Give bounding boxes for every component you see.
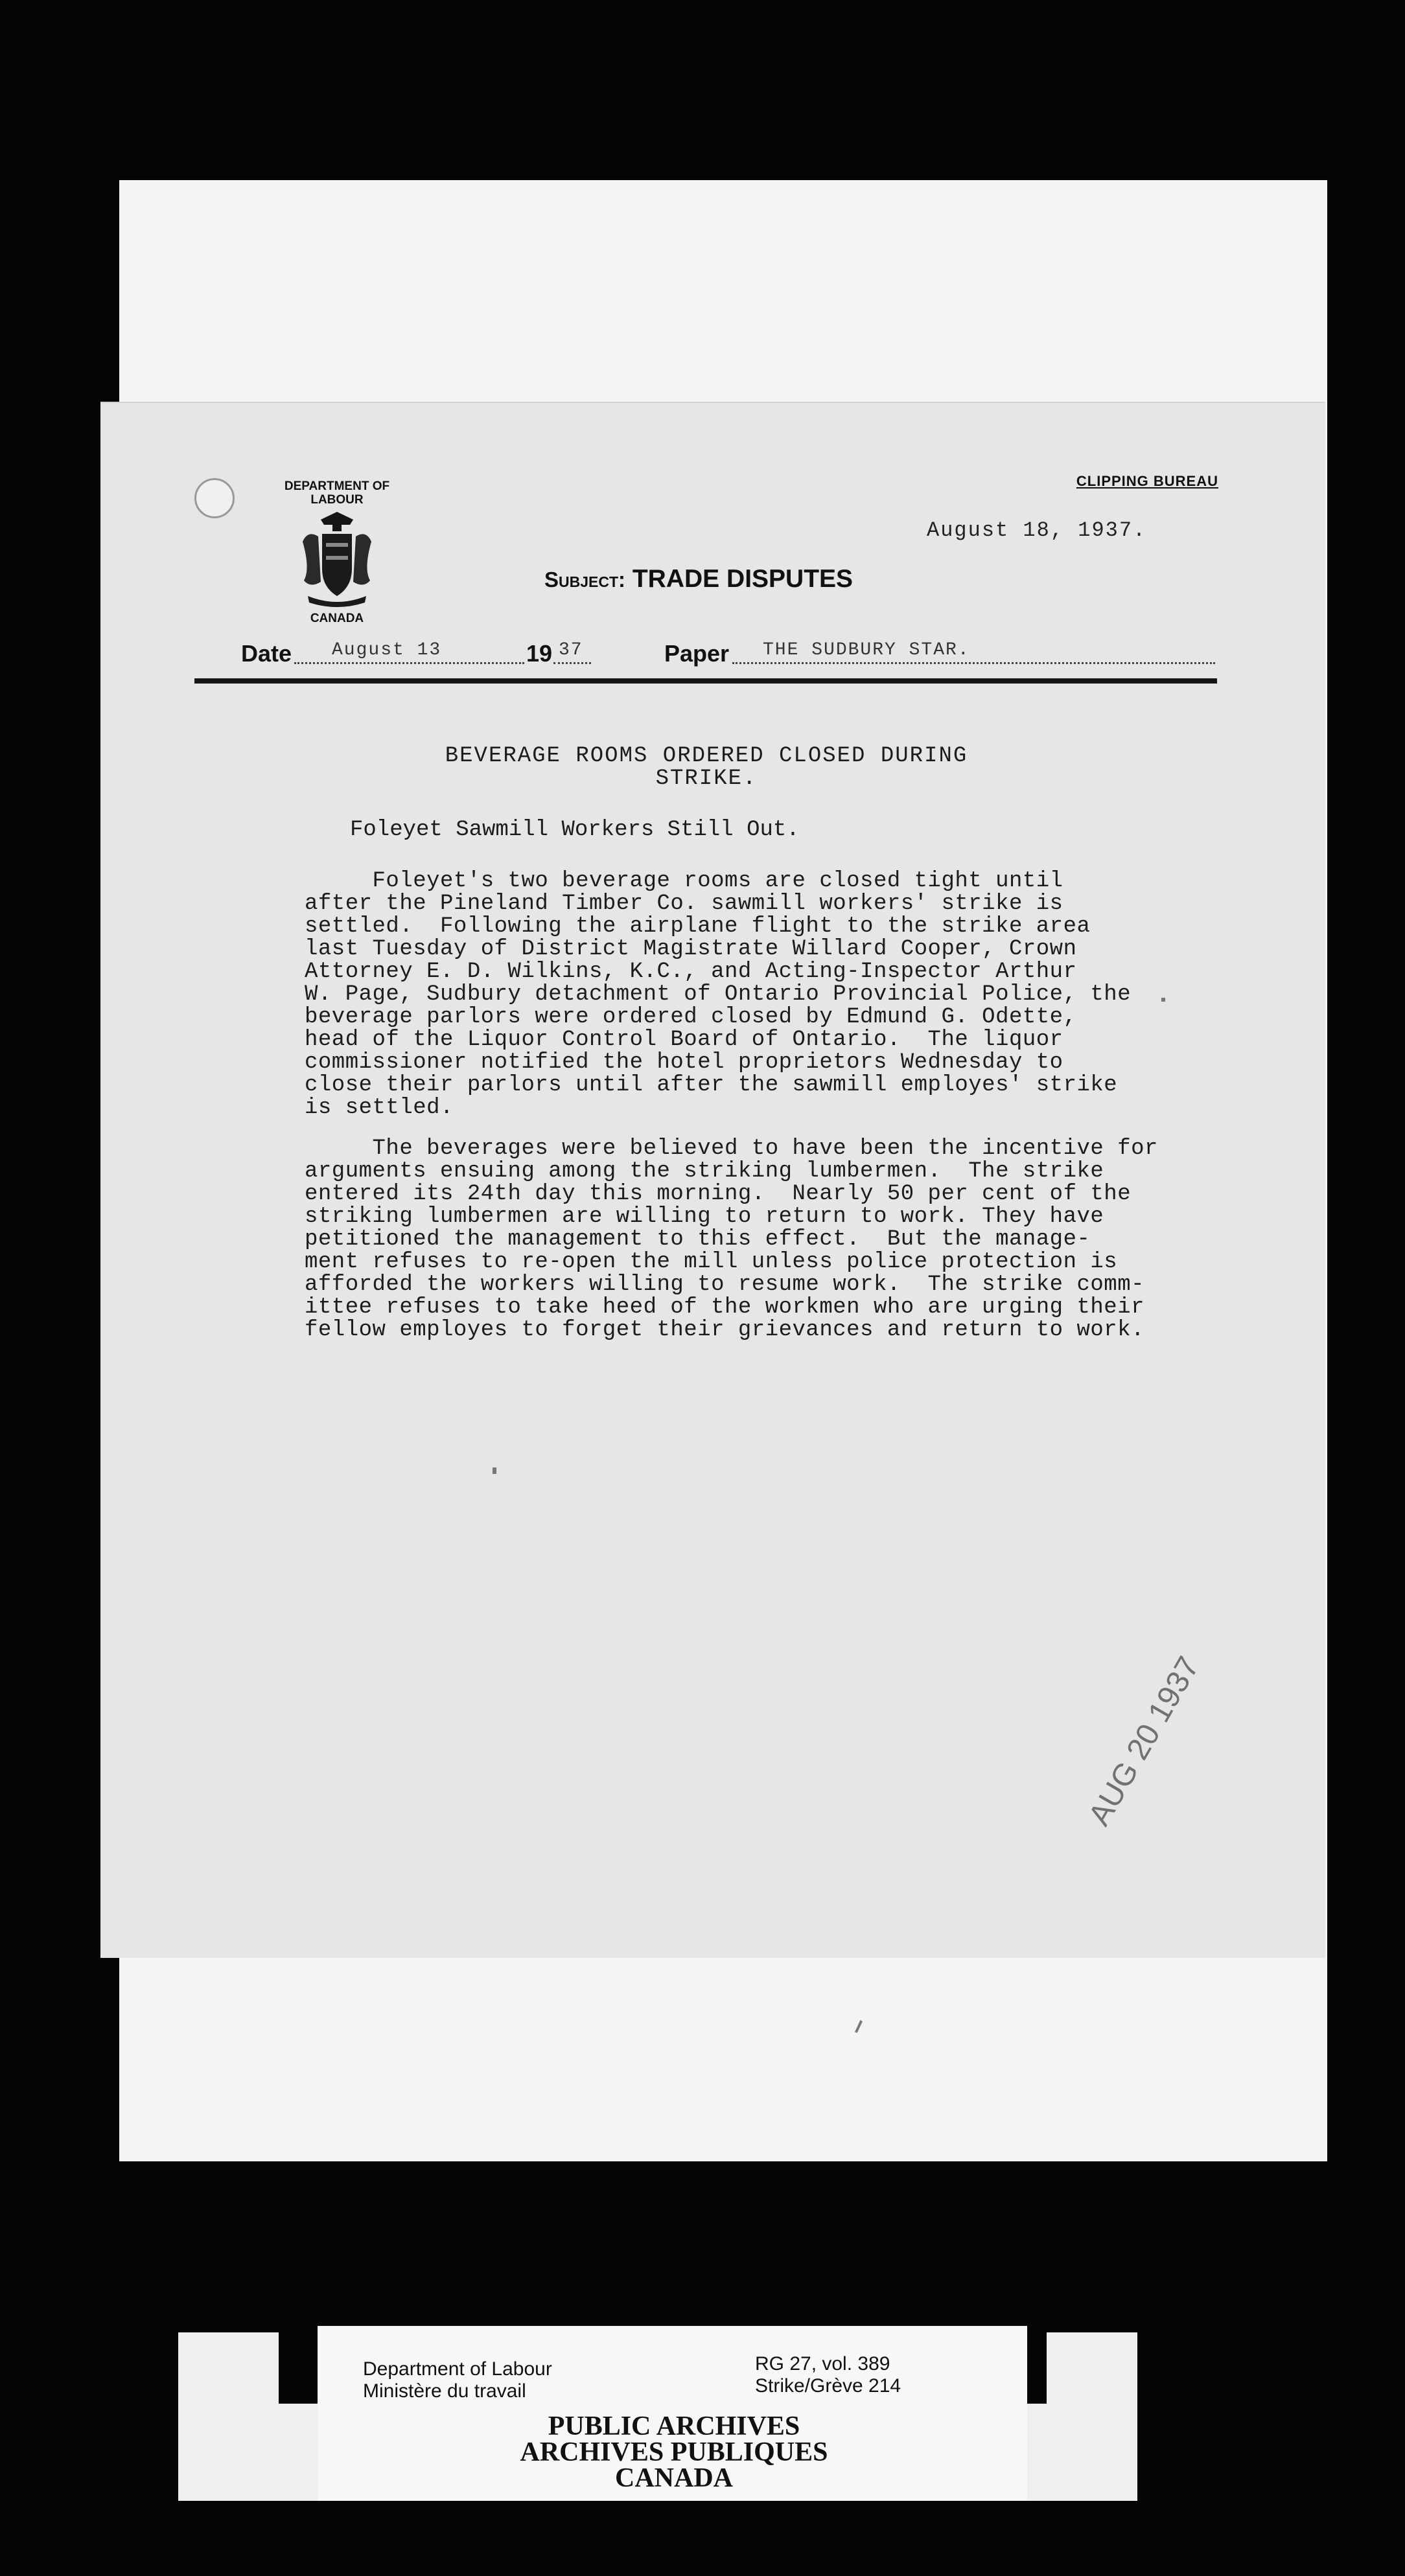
speck (1161, 998, 1165, 1002)
card-notch-left (279, 2331, 318, 2404)
record-group: RG 27, vol. 389 (755, 2353, 890, 2375)
date-paper-line (241, 640, 1213, 669)
received-date-stamp: AUG 20 1937 (1082, 1651, 1207, 1832)
text-line: head of the Liquor Control Board of Ontario. The liquor (305, 1028, 1063, 1052)
article-deck: Foleyet Sawmill Workers Still Out. (350, 818, 800, 842)
clipping-bureau-label: CLIPPING BUREAU (1076, 473, 1218, 489)
paper-label: Paper (664, 640, 730, 667)
punch-hole (194, 478, 235, 518)
subject-value: TRADE DISPUTES (632, 565, 853, 593)
date-value: August 13 (332, 640, 442, 660)
year-suffix: 37 (559, 640, 583, 660)
text-line: The beverages were believed to have been the incentive for (305, 1136, 1158, 1161)
text-line: ittee refuses to take heed of the workmen who are urging their (305, 1295, 1145, 1320)
text-line: commissioner notified the hotel proprietors Wednesday to (305, 1050, 1063, 1075)
text-line: arguments ensuing among the striking lumbermen. The strike (305, 1159, 1104, 1184)
archives-line: CANADA (615, 2463, 733, 2493)
text-line: is settled. (305, 1096, 454, 1120)
reference-department (363, 2358, 552, 2402)
date-dots (294, 662, 524, 664)
text-line: beverage parlors were ordered closed by Edmund G. Odette, (305, 1005, 1077, 1029)
text-line: ment refuses to re-open the mill unless police protection is (305, 1250, 1118, 1274)
subject-label: Subject: (544, 568, 626, 592)
article-body (305, 745, 1225, 1342)
text-line: settled. Following the airplane flight to the strike area (305, 914, 1091, 939)
crest-dept-line-2: LABOUR (310, 493, 364, 507)
speck (493, 1467, 496, 1474)
card-notch-right (1027, 2331, 1047, 2404)
text-line: entered its 24th day this morning. Nearly 50 per cent of the (305, 1182, 1132, 1206)
paper-dots (732, 662, 1215, 664)
text-line: Foleyet's two beverage rooms are closed tight until (305, 869, 1063, 893)
text-line: petitioned the management to this effect. But the manage- (305, 1227, 1091, 1252)
subject-line (544, 565, 853, 593)
text-line: Attorney E. D. Wilkins, K.C., and Acting-Inspector Arthur (305, 960, 1077, 984)
text-line: fellow employes to forget their grievances and return to work. (305, 1318, 1145, 1342)
strike-number: Strike/Grève 214 (755, 2375, 901, 2397)
department-crest (262, 479, 412, 626)
paper-value: THE SUDBURY STAR. (763, 640, 970, 660)
text-line: close their parlors until after the sawmill employes' strike (305, 1073, 1118, 1098)
crest-country: CANADA (310, 612, 364, 625)
dept-french: Ministère du travail (363, 2380, 526, 2402)
article-paragraph-2 (305, 1138, 1225, 1342)
headline-line: BEVERAGE ROOMS ORDERED CLOSED DURING (445, 744, 968, 768)
crest-dept-line-1: DEPARTMENT OF (284, 479, 390, 493)
archives-line: PUBLIC ARCHIVES (548, 2411, 800, 2441)
text-line: after the Pineland Timber Co. sawmill workers' strike is (305, 891, 1063, 916)
typed-received-date: August 18, 1937. (927, 518, 1147, 542)
article-paragraph-1 (305, 870, 1225, 1120)
year-dots (553, 662, 591, 664)
headline-line: STRIKE. (655, 766, 758, 791)
reference-file (755, 2353, 901, 2397)
archives-title (447, 2413, 901, 2491)
year-prefix: 19 (526, 640, 553, 667)
text-line: striking lumbermen are willing to return to work. They have (305, 1204, 1104, 1229)
dept-english: Department of Labour (363, 2358, 552, 2380)
date-label: Date (241, 640, 292, 667)
coat-of-arms-icon (295, 511, 379, 608)
text-line: W. Page, Sudbury detachment of Ontario Provincial Police, the (305, 982, 1132, 1007)
text-line: afforded the workers willing to resume work. The strike comm- (305, 1272, 1145, 1297)
header-rule (194, 678, 1217, 684)
article-headline (305, 745, 1108, 790)
archives-line: ARCHIVES PUBLIQUES (520, 2437, 828, 2467)
text-line: last Tuesday of District Magistrate Willard Cooper, Crown (305, 937, 1077, 961)
